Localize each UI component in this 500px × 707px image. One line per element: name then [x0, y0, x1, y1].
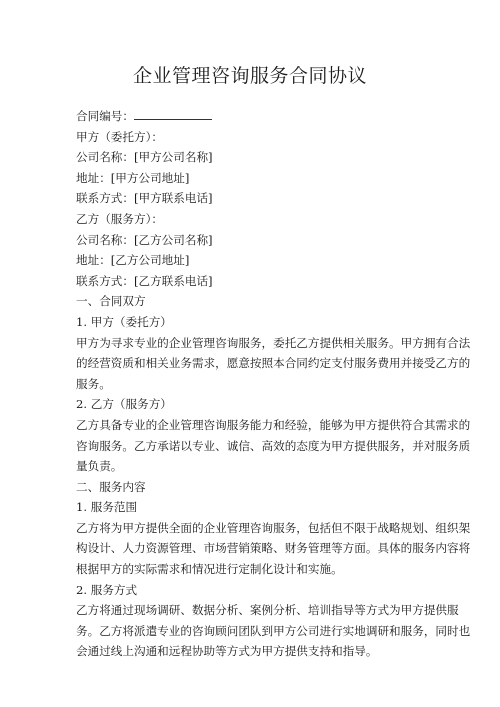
section-2-2-line: 乙方将通过现场调研、数据分析、案例分析、培训指导等方式为甲方提供服 — [76, 603, 459, 618]
section-1-2-line: 乙方具备专业的企业管理咨询服务能力和经验，能够为甲方提供符合其需求的 — [76, 417, 471, 432]
section-2-2-line: 会通过线上沟通和远程协助等方式为甲方提供支持和指导。 — [76, 644, 378, 659]
section-1-2-heading: 2. 乙方（服务方） — [76, 397, 172, 412]
section-2-1-heading: 1. 服务范围 — [76, 500, 138, 515]
document-title: 企业管理咨询服务合同协议 — [132, 65, 367, 87]
section-1-1-line: 服务。 — [76, 376, 111, 391]
party-b-company: 公司名称：[乙方公司名称] — [76, 232, 213, 247]
party-b-heading: 乙方（服务方）： — [76, 211, 163, 226]
party-a-address: 地址：[甲方公司地址] — [76, 170, 190, 185]
section-1-2-line: 咨询服务。乙方承诺以专业、诚信、高效的态度为甲方提供服务，并对服务质 — [76, 438, 471, 453]
party-a-contact: 联系方式：[甲方联系电话] — [76, 191, 213, 206]
contract-number-line — [76, 106, 424, 127]
party-a-company: 公司名称：[甲方公司名称] — [76, 150, 213, 165]
section-1-1-line: 甲方为寻求专业的企业管理咨询服务，委托乙方提供相关服务。甲方拥有合法 — [76, 335, 471, 350]
party-b-contact: 联系方式：[乙方联系电话] — [76, 273, 213, 288]
section-2-2-heading: 2. 服务方式 — [76, 582, 138, 597]
section-2-1-line: 乙方将为甲方提供全面的企业管理咨询服务，包括但不限于战略规划、组织架 — [76, 520, 471, 535]
section-2-1-line: 根据甲方的实际需求和情况进行定制化设计和实施。 — [76, 562, 343, 577]
section-2-1-line: 构设计、人力资源管理、市场营销策略、财务管理等方面。具体的服务内容将 — [76, 541, 471, 556]
party-a-heading: 甲方（委托方）： — [76, 129, 163, 144]
section-1-2-line: 量负责。 — [76, 459, 123, 474]
section-2-heading: 二、服务内容 — [76, 479, 146, 494]
contract-number-label: 合同编号： — [76, 109, 134, 123]
section-1-heading: 一、合同双方 — [76, 294, 146, 309]
section-1-1-heading: 1. 甲方（委托方） — [76, 314, 172, 329]
party-b-address: 地址：[乙方公司地址] — [76, 253, 190, 268]
section-2-2-line: 务。乙方将派遣专业的咨询顾问团队到甲方公司进行实地调研和服务，同时也 — [76, 623, 471, 638]
section-1-1-line: 的经营资质和相关业务需求，愿意按照本合同约定支付服务费用并接受乙方的 — [76, 356, 471, 371]
contract-number-blank — [134, 106, 212, 120]
